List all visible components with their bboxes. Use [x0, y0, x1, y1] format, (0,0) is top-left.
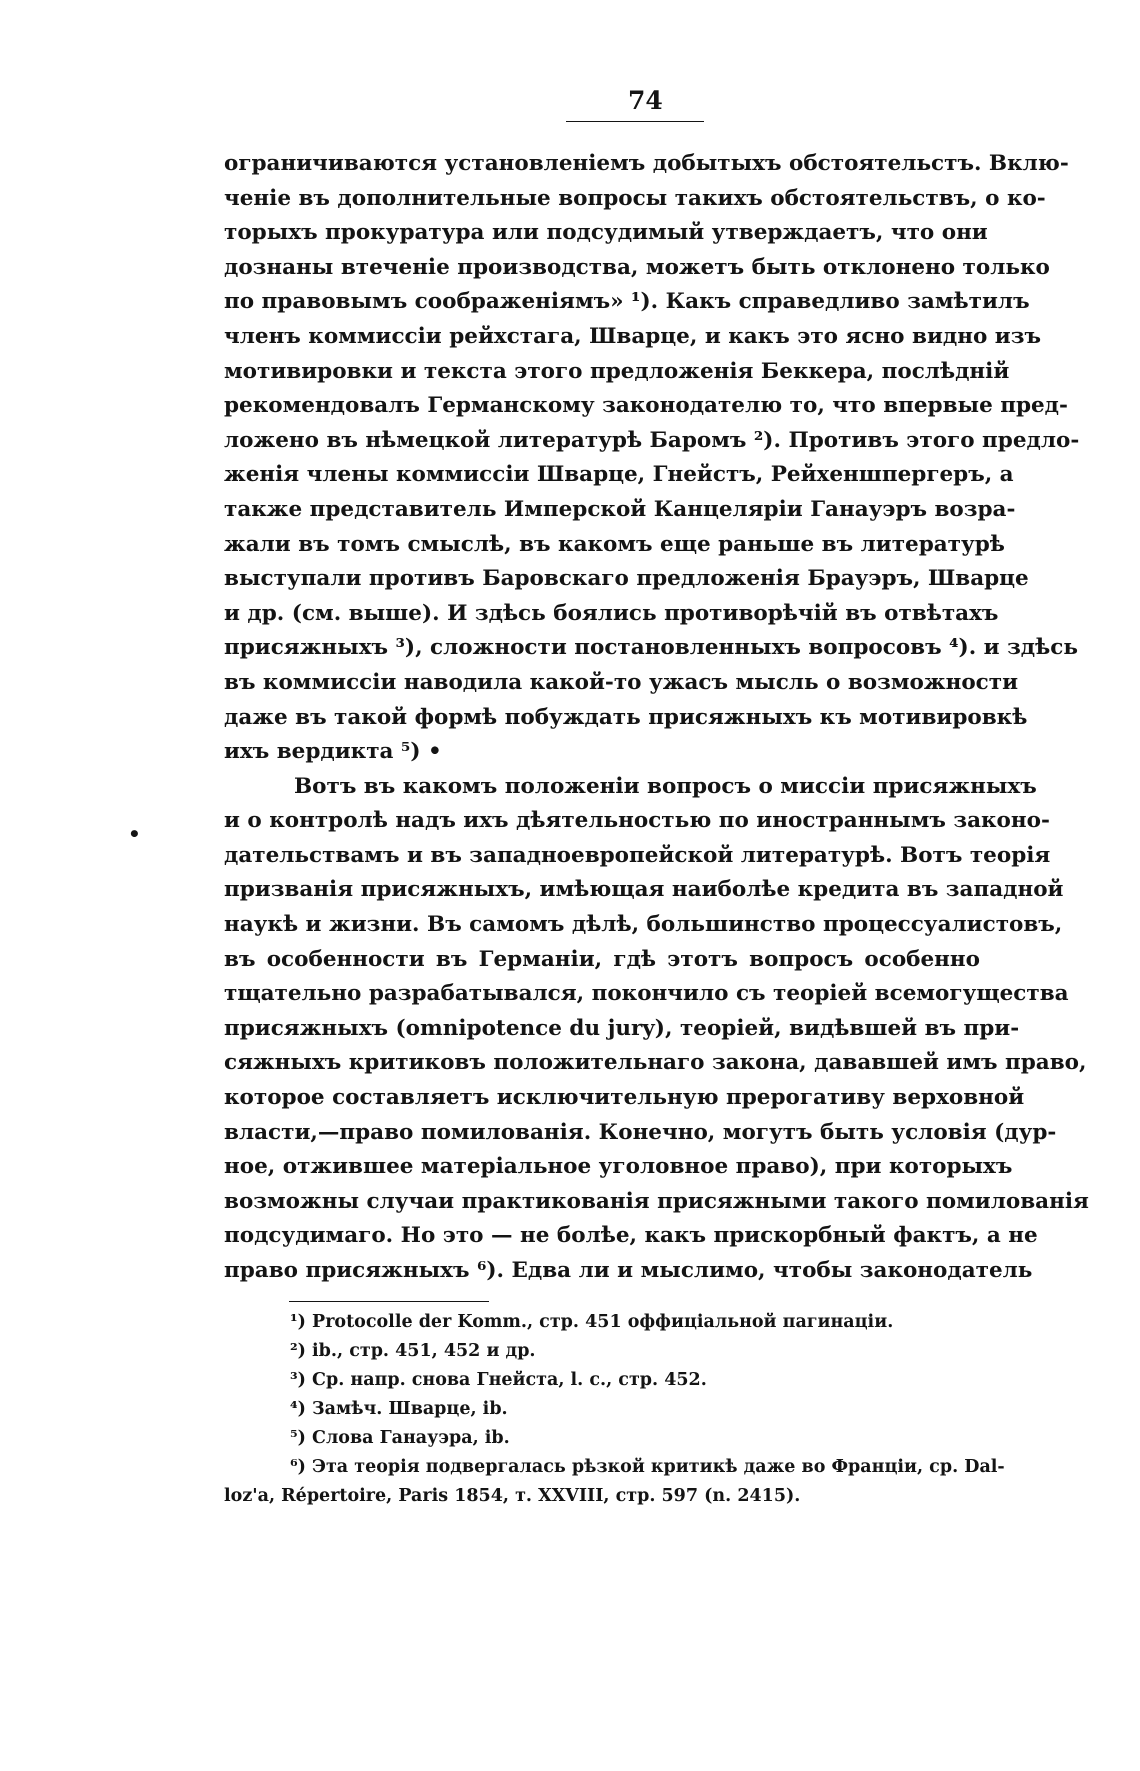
text-line: которое составляетъ исключительную прерогативу верховной: [224, 1085, 1025, 1111]
text-line: право присяжныхъ ⁶). Едва ли и мыслимо, чтобы законодатель: [224, 1258, 1033, 1283]
text-line: въ особенности въ Германіи, гдѣ этотъ вопросъ особенно: [224, 946, 980, 972]
footnote-line: ⁶) Эта теорія подвергалась рѣзкой критикѣ даже во Франціи, ср. Dal-: [290, 1457, 1005, 1477]
text-line: членъ коммиссіи рейхстага, Шварце, и какъ это ясно видно изъ: [224, 323, 1041, 349]
text-line: призванія присяжныхъ, имѣющая наиболѣе кредита въ западной: [224, 877, 1064, 903]
text-line: дознаны втеченіе производства, можетъ быть отклонено только: [224, 254, 1050, 280]
text-line: также представитель Имперской Канцеляріи Ганауэръ возра-: [224, 496, 1016, 522]
text-line: жали въ томъ смыслѣ, въ какомъ еще раньше въ литературѣ: [224, 531, 1005, 557]
text-line: выступали противъ Баровскаго предложенія Брауэръ, Шварце: [224, 566, 1029, 592]
text-line: даже въ такой формѣ побуждать присяжныхъ къ мотивировкѣ: [224, 704, 1028, 730]
text-line: и др. (см. выше). И здѣсь боялись противорѣчій въ отвѣтахъ: [224, 600, 999, 626]
footnote-line: ⁵) Слова Ганауэра, ib.: [290, 1428, 510, 1448]
text-line: дательствамъ и въ западноевропейской литературѣ. Вотъ теорія: [224, 842, 1051, 868]
text-line: подсудимаго. Но это — не болѣе, какъ прискорбный фактъ, а не: [224, 1223, 1038, 1249]
text-line: ихъ вердикта ⁵) •: [224, 739, 442, 765]
text-line: рекомендовалъ Германскому законодателю то, что впервые пред-: [224, 393, 1068, 419]
text-line: по правовымъ соображеніямъ» ¹). Какъ справедливо замѣтилъ: [224, 289, 1030, 315]
text-line: тщательно разрабатывался, покончило съ теоріей всемогущества: [224, 981, 1069, 1007]
text-line: ченіе въ дополнительные вопросы такихъ обстоятельствъ, о ко-: [224, 185, 1046, 211]
footnote-line: ³) Ср. напр. снова Гнейста, l. c., стр. 452.: [290, 1370, 707, 1390]
text-line: сяжныхъ критиковъ положительнаго закона, дававшей имъ право,: [224, 1050, 1087, 1076]
text-line: мотивировки и текста этого предложенія Беккера, послѣдній: [224, 358, 1010, 384]
text-line: Вотъ въ какомъ положеніи вопросъ о миссіи присяжныхъ: [294, 773, 1037, 799]
margin-mark: •: [128, 822, 141, 846]
footnote-rule: [289, 1301, 489, 1302]
footnotes: [224, 1308, 1005, 1511]
text-line: женія члены коммиссіи Шварце, Гнейстъ, Рейхеншпергеръ, а: [224, 462, 1014, 488]
text-line: присяжныхъ (omnipotence du jury), теоріей, видѣвшей въ при-: [224, 1015, 1020, 1041]
text-line: наукѣ и жизни. Въ самомъ дѣлѣ, большинство процессуалистовъ,: [224, 912, 1063, 938]
text-line: ное, отжившее матеріальное уголовное право), при которыхъ: [224, 1154, 1013, 1180]
text-line: возможны случаи практикованія присяжными такого помилованія: [224, 1188, 1089, 1214]
text-line: присяжныхъ ³), сложности постановленныхъ вопросовъ ⁴). и здѣсь: [224, 635, 1078, 661]
footnote-line: ⁴) Замѣч. Шварце, ib.: [290, 1399, 508, 1419]
text-line: и о контролѣ надъ ихъ дѣятельностью по иностраннымъ законо-: [224, 808, 1050, 834]
text-line: ограничиваются установленіемъ добытыхъ обстоятельстъ. Вклю-: [224, 151, 1069, 176]
text-line: торыхъ прокуратура или подсудимый утверждаетъ, что они: [224, 220, 988, 246]
footnote-line: ²) ib., стр. 451, 452 и др.: [290, 1341, 536, 1361]
footnote-line: ¹) Protocolle der Komm., стр. 451 оффиціальной пагинаціи.: [290, 1312, 894, 1332]
text-line: власти,—право помилованія. Конечно, могутъ быть условія (дур-: [224, 1119, 1057, 1145]
page-number: 74: [628, 86, 663, 115]
body-text: [224, 147, 1089, 1289]
footnote-line: loz'a, Répertoire, Paris 1854, т. XXVIII, стр. 597 (n. 2415).: [224, 1486, 801, 1506]
text-line: ложено въ нѣмецкой литературѣ Баромъ ²). Противъ этого предло-: [224, 427, 1080, 453]
page-number-rule: [566, 121, 704, 122]
text-line: въ коммиссіи наводила какой-то ужасъ мысль о возможности: [224, 669, 1019, 695]
